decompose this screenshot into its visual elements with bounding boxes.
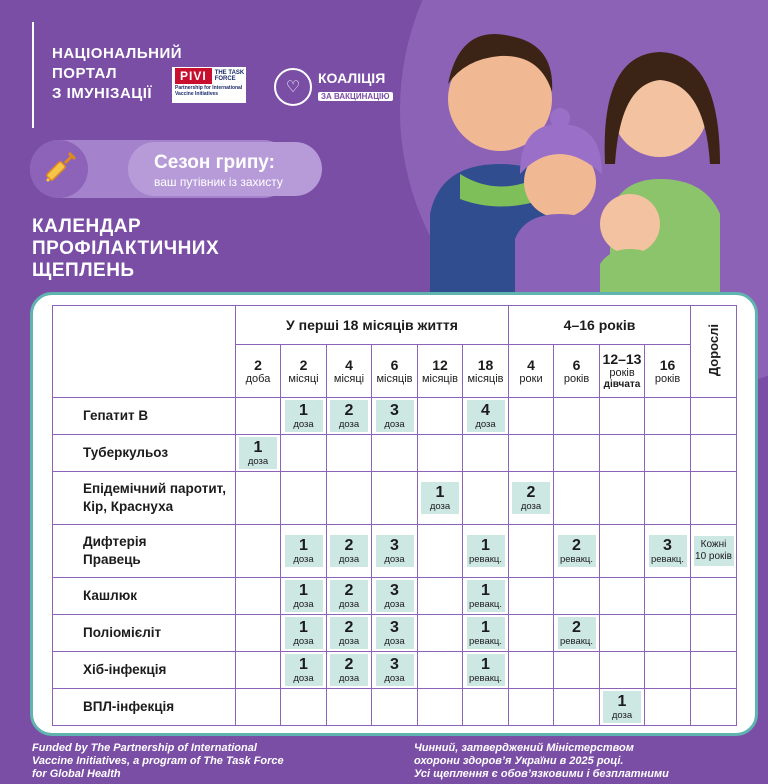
schedule-cell bbox=[418, 472, 463, 525]
schedule-cell bbox=[554, 689, 600, 726]
age-header bbox=[554, 345, 600, 398]
age-value: 2 bbox=[299, 356, 308, 373]
dose-marker bbox=[603, 691, 641, 723]
dose-number: 1 bbox=[299, 582, 308, 599]
schedule-cell bbox=[418, 615, 463, 652]
schedule-cell bbox=[600, 472, 645, 525]
dose-unit: доза bbox=[338, 673, 360, 684]
schedule-cell bbox=[418, 578, 463, 615]
season-subtitle: ваш путівник із захисту bbox=[154, 175, 283, 189]
group-child: 4–16 років bbox=[509, 306, 691, 345]
schedule-cell bbox=[236, 525, 281, 578]
schedule-cell bbox=[418, 652, 463, 689]
schedule-cell bbox=[463, 435, 509, 472]
age-header bbox=[600, 345, 645, 398]
schedule-cell bbox=[509, 578, 554, 615]
age-unit: років bbox=[563, 372, 590, 385]
schedule-cell bbox=[691, 578, 737, 615]
schedule-cell bbox=[236, 652, 281, 689]
dose-marker bbox=[330, 535, 368, 567]
schedule-cell bbox=[236, 578, 281, 615]
dose-number: 2 bbox=[344, 402, 354, 419]
dose-number: 2 bbox=[344, 619, 354, 636]
dose-number: 4 bbox=[481, 402, 490, 419]
schedule-cell bbox=[281, 689, 327, 726]
vaccine-name-line: Хіб-інфекція bbox=[83, 662, 167, 677]
dose-unit: доза bbox=[520, 501, 542, 512]
schedule-cell bbox=[372, 689, 418, 726]
schedule-cell bbox=[463, 398, 509, 435]
pivi-subtitle: Partnership for International Vaccine Initiatives bbox=[175, 85, 243, 97]
schedule-cell bbox=[463, 652, 509, 689]
dose-number: 1 bbox=[617, 693, 627, 710]
dose-marker bbox=[467, 400, 505, 432]
schedule-cell bbox=[509, 652, 554, 689]
taskforce-label: THE TASK FORCE bbox=[214, 70, 245, 82]
approval-line-1: Чинний, затверджений Міністерством bbox=[414, 742, 634, 754]
dose-marker bbox=[467, 535, 505, 567]
vaccine-name bbox=[53, 472, 236, 525]
vaccination-calendar-table bbox=[52, 305, 737, 726]
dose-marker bbox=[376, 535, 414, 567]
schedule-cell bbox=[372, 398, 418, 435]
age-unit: місяців bbox=[421, 372, 459, 385]
dose-unit: ревакц. bbox=[468, 673, 503, 684]
schedule-cell bbox=[372, 472, 418, 525]
age-header bbox=[418, 345, 463, 398]
age-value: 16 bbox=[659, 356, 676, 373]
schedule-cell bbox=[691, 615, 737, 652]
portal-brand[interactable] bbox=[52, 44, 182, 104]
title-line-1: КАЛЕНДАР bbox=[32, 216, 142, 237]
table-row bbox=[53, 578, 737, 615]
dose-number: 1 bbox=[481, 619, 490, 636]
approval-line-2: охорони здоров’я України в 2025 році. bbox=[414, 755, 624, 767]
schedule-cell bbox=[463, 689, 509, 726]
schedule-cell bbox=[645, 435, 691, 472]
dose-number: 1 bbox=[299, 402, 308, 419]
title-line-2: ПРОФІЛАКТИЧНИХ bbox=[32, 238, 220, 259]
syringe-icon bbox=[30, 140, 88, 198]
schedule-cell bbox=[281, 398, 327, 435]
dose-unit: доза bbox=[384, 673, 405, 684]
age-unit: роки bbox=[519, 372, 543, 385]
schedule-cell bbox=[691, 689, 737, 726]
schedule-cell bbox=[327, 689, 372, 726]
schedule-cell bbox=[509, 398, 554, 435]
schedule-cell bbox=[372, 525, 418, 578]
dose-unit: доза bbox=[384, 636, 405, 647]
dose-number: 2 bbox=[344, 582, 354, 599]
schedule-cell bbox=[509, 435, 554, 472]
schedule-cell bbox=[554, 578, 600, 615]
dose-marker bbox=[512, 482, 550, 514]
title-line-3: ЩЕПЛЕНЬ bbox=[32, 260, 135, 281]
dose-marker bbox=[285, 617, 323, 649]
age-header bbox=[327, 345, 372, 398]
age-value: 2 bbox=[254, 356, 262, 373]
interval-line: Кожні bbox=[700, 539, 727, 550]
dose-marker bbox=[330, 617, 368, 649]
dose-marker bbox=[285, 535, 323, 567]
table-row bbox=[53, 472, 737, 525]
brand-line-1: НАЦІОНАЛЬНИЙ bbox=[52, 45, 183, 62]
dose-marker bbox=[330, 580, 368, 612]
dose-marker bbox=[558, 535, 596, 567]
dose-unit: доза bbox=[384, 554, 405, 565]
schedule-cell bbox=[600, 398, 645, 435]
dose-number: 1 bbox=[299, 619, 308, 636]
brand-line-2: ПОРТАЛ bbox=[52, 65, 118, 82]
age-header bbox=[463, 345, 509, 398]
age-unit: років bbox=[654, 372, 681, 385]
dose-unit: доза bbox=[338, 419, 360, 430]
flu-season-banner[interactable] bbox=[30, 140, 292, 198]
vaccine-name bbox=[53, 615, 236, 652]
vaccine-name-line: ВПЛ-інфекція bbox=[83, 699, 175, 714]
age-value: 4 bbox=[345, 356, 353, 373]
dose-number: 1 bbox=[299, 537, 308, 554]
dose-number: 1 bbox=[481, 656, 490, 673]
schedule-cell bbox=[281, 578, 327, 615]
dose-unit: доза bbox=[338, 554, 360, 565]
dose-unit: доза bbox=[293, 599, 314, 610]
schedule-cell bbox=[645, 652, 691, 689]
schedule-cell bbox=[554, 435, 600, 472]
schedule-cell bbox=[372, 615, 418, 652]
schedule-cell bbox=[372, 435, 418, 472]
schedule-cell bbox=[327, 578, 372, 615]
schedule-cell bbox=[418, 525, 463, 578]
schedule-cell bbox=[600, 615, 645, 652]
dose-number: 3 bbox=[390, 656, 399, 673]
group-infant: У перші 18 місяців життя bbox=[236, 306, 509, 345]
dose-marker bbox=[285, 654, 323, 686]
age-value: 6 bbox=[572, 356, 581, 373]
schedule-cell bbox=[600, 525, 645, 578]
schedule-cell bbox=[236, 435, 281, 472]
dose-unit: доза bbox=[384, 419, 405, 430]
funding-line-1: Funded by The Partnership of International bbox=[32, 742, 257, 754]
dose-number: 1 bbox=[481, 537, 490, 554]
dose-number: 3 bbox=[663, 537, 672, 554]
dose-unit: ревакц. bbox=[468, 636, 503, 647]
vaccine-name-line: Епідемічний паротит, bbox=[83, 481, 226, 496]
schedule-cell bbox=[691, 525, 737, 578]
dose-unit: доза bbox=[247, 456, 269, 467]
table-row bbox=[53, 525, 737, 578]
schedule-cell bbox=[645, 398, 691, 435]
schedule-cell bbox=[463, 615, 509, 652]
funding-note bbox=[32, 742, 284, 781]
dose-unit: доза bbox=[293, 636, 314, 647]
schedule-cell bbox=[236, 689, 281, 726]
vaccine-name-line: Поліомієліт bbox=[83, 625, 162, 640]
schedule-cell bbox=[645, 689, 691, 726]
schedule-cell bbox=[691, 472, 737, 525]
brand-divider bbox=[32, 22, 34, 128]
dose-number: 3 bbox=[390, 402, 399, 419]
vaccine-name-line: Кір, Краснуха bbox=[83, 499, 174, 514]
booster-interval bbox=[694, 536, 734, 566]
schedule-cell bbox=[372, 578, 418, 615]
schedule-cell bbox=[509, 525, 554, 578]
dose-marker bbox=[285, 400, 323, 432]
coalition-name: КОАЛІЦІЯ bbox=[318, 70, 386, 86]
schedule-cell bbox=[327, 652, 372, 689]
schedule-cell bbox=[600, 578, 645, 615]
corner-cell bbox=[53, 306, 236, 398]
vaccine-name-line: Кашлюк bbox=[83, 588, 138, 603]
schedule-cell bbox=[281, 652, 327, 689]
adult-label: Дорослі bbox=[706, 323, 721, 377]
age-value: 12–13 bbox=[602, 351, 642, 367]
approval-line-3: Усі щеплення є обов’язковими і безплатними bbox=[414, 768, 669, 780]
age-value: 6 bbox=[390, 356, 399, 373]
table-row bbox=[53, 652, 737, 689]
funding-line-3: for Global Health bbox=[32, 768, 121, 780]
schedule-cell bbox=[645, 472, 691, 525]
pivi-name: PIVI bbox=[175, 68, 212, 84]
dose-unit: ревакц. bbox=[468, 554, 503, 565]
vaccine-name bbox=[53, 578, 236, 615]
vaccine-name bbox=[53, 398, 236, 435]
schedule-cell bbox=[554, 472, 600, 525]
dose-unit: доза bbox=[429, 501, 451, 512]
schedule-cell bbox=[327, 472, 372, 525]
vaccine-name bbox=[53, 435, 236, 472]
brand-line-3: З ІМУНІЗАЦІЇ bbox=[52, 85, 153, 102]
dose-marker bbox=[421, 482, 459, 514]
schedule-cell bbox=[281, 435, 327, 472]
dose-number: 3 bbox=[390, 537, 399, 554]
dose-unit: ревакц. bbox=[559, 636, 594, 647]
schedule-cell bbox=[372, 652, 418, 689]
age-unit: доба bbox=[245, 372, 271, 385]
schedule-cell bbox=[691, 398, 737, 435]
dose-marker bbox=[467, 617, 505, 649]
schedule-cell bbox=[509, 615, 554, 652]
coalition-sub: ЗА ВАКЦИНАЦІЮ bbox=[318, 92, 393, 101]
schedule-cell bbox=[554, 398, 600, 435]
dose-number: 1 bbox=[481, 582, 490, 599]
age-header bbox=[645, 345, 691, 398]
age-unit: місяці bbox=[288, 372, 319, 385]
interval-line: 10 років bbox=[695, 551, 732, 562]
dose-number: 2 bbox=[344, 656, 354, 673]
dose-unit: ревакц. bbox=[650, 554, 685, 565]
schedule-cell bbox=[236, 472, 281, 525]
dose-marker bbox=[467, 654, 505, 686]
schedule-cell bbox=[645, 525, 691, 578]
vaccine-name-line: Туберкульоз bbox=[83, 445, 169, 460]
schedule-cell bbox=[327, 525, 372, 578]
schedule-cell bbox=[645, 615, 691, 652]
schedule-cell bbox=[691, 652, 737, 689]
schedule-cell bbox=[645, 578, 691, 615]
table-row bbox=[53, 689, 737, 726]
dose-marker bbox=[558, 617, 596, 649]
family-illustration bbox=[420, 14, 760, 294]
dose-number: 2 bbox=[572, 619, 581, 636]
age-header bbox=[281, 345, 327, 398]
schedule-cell bbox=[554, 525, 600, 578]
dose-number: 2 bbox=[572, 537, 581, 554]
schedule-cell bbox=[327, 615, 372, 652]
age-header bbox=[372, 345, 418, 398]
vaccine-name bbox=[53, 689, 236, 726]
age-note: дівчата bbox=[603, 379, 641, 390]
dose-marker bbox=[376, 617, 414, 649]
dose-unit: доза bbox=[293, 673, 314, 684]
age-header bbox=[509, 345, 554, 398]
vaccine-name-line: Правець bbox=[83, 552, 141, 567]
dose-number: 1 bbox=[253, 439, 263, 456]
schedule-cell bbox=[554, 615, 600, 652]
heart-shield-icon: ♡ bbox=[274, 68, 312, 106]
dose-unit: доза bbox=[611, 710, 633, 721]
funding-line-2: Vaccine Initiatives, a program of The Task Force bbox=[32, 755, 284, 767]
schedule-cell bbox=[418, 689, 463, 726]
coalition-logo[interactable] bbox=[274, 68, 393, 106]
dose-marker bbox=[239, 437, 277, 469]
schedule-cell bbox=[281, 472, 327, 525]
age-unit: місяців bbox=[376, 372, 413, 385]
schedule-cell bbox=[236, 398, 281, 435]
schedule-cell bbox=[418, 435, 463, 472]
schedule-cell bbox=[281, 525, 327, 578]
dose-marker bbox=[376, 580, 414, 612]
season-title: Сезон грипу: bbox=[154, 152, 275, 173]
dose-number: 2 bbox=[344, 537, 354, 554]
dose-unit: ревакц. bbox=[468, 599, 503, 610]
table-row bbox=[53, 435, 737, 472]
dose-number: 1 bbox=[435, 484, 445, 501]
schedule-cell bbox=[691, 435, 737, 472]
vaccine-name-line: Гепатит В bbox=[83, 408, 149, 423]
dose-number: 3 bbox=[390, 582, 399, 599]
vaccine-name-line: Дифтерія bbox=[83, 534, 147, 549]
schedule-cell bbox=[281, 615, 327, 652]
schedule-cell bbox=[600, 652, 645, 689]
vaccine-name bbox=[53, 525, 236, 578]
dose-marker bbox=[376, 400, 414, 432]
dose-unit: доза bbox=[338, 636, 360, 647]
dose-number: 3 bbox=[390, 619, 399, 636]
vaccine-name bbox=[53, 652, 236, 689]
dose-marker bbox=[376, 654, 414, 686]
table-row bbox=[53, 398, 737, 435]
dose-marker bbox=[330, 654, 368, 686]
group-adult bbox=[691, 306, 737, 398]
schedule-cell bbox=[463, 472, 509, 525]
pivi-logo[interactable] bbox=[172, 67, 246, 103]
schedule-cell bbox=[463, 525, 509, 578]
dose-unit: доза bbox=[475, 419, 496, 430]
dose-unit: доза bbox=[293, 554, 314, 565]
schedule-cell bbox=[327, 398, 372, 435]
age-value: 4 bbox=[527, 356, 535, 373]
dose-unit: доза bbox=[338, 599, 360, 610]
table-row bbox=[53, 615, 737, 652]
age-header bbox=[236, 345, 281, 398]
schedule-cell bbox=[509, 472, 554, 525]
dose-unit: ревакц. bbox=[559, 554, 594, 565]
schedule-cell bbox=[327, 435, 372, 472]
dose-marker bbox=[285, 580, 323, 612]
schedule-cell bbox=[418, 398, 463, 435]
age-unit: місяців bbox=[467, 372, 504, 385]
schedule-cell bbox=[509, 689, 554, 726]
schedule-cell bbox=[236, 615, 281, 652]
dose-unit: доза bbox=[384, 599, 405, 610]
approval-note bbox=[414, 742, 669, 781]
age-value: 18 bbox=[477, 356, 494, 373]
dose-unit: доза bbox=[293, 419, 314, 430]
dose-number: 1 bbox=[299, 656, 308, 673]
dose-marker bbox=[467, 580, 505, 612]
schedule-cell bbox=[600, 689, 645, 726]
dose-number: 2 bbox=[526, 484, 536, 501]
page-title bbox=[32, 216, 219, 282]
schedule-cell bbox=[600, 435, 645, 472]
schedule-cell bbox=[463, 578, 509, 615]
age-unit: років bbox=[609, 367, 635, 379]
age-value: 12 bbox=[432, 356, 448, 373]
dose-marker bbox=[649, 535, 687, 567]
dose-marker bbox=[330, 400, 368, 432]
age-unit: місяці bbox=[333, 372, 365, 385]
schedule-cell bbox=[554, 652, 600, 689]
